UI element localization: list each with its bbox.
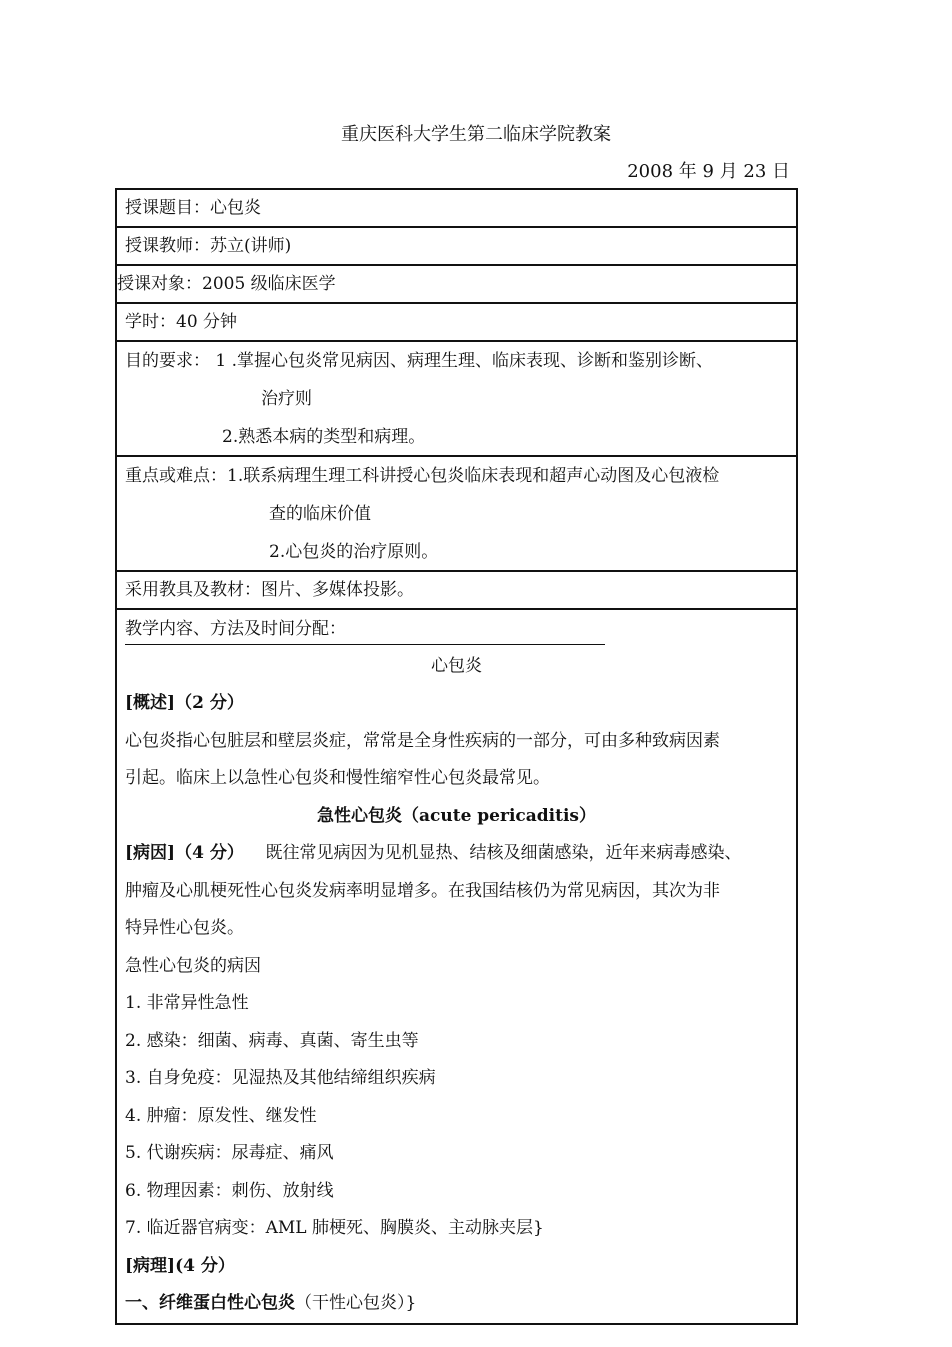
cause-heading: [病因]（4 分） [125,843,244,863]
objectives-row [117,342,796,457]
key-points-line-2: 查的临床价值 [269,504,371,524]
audience-text: 授课对象：2005 级临床医学 [117,274,336,294]
overview-text-line-2: 引起。临床上以急性心包炎和慢性缩窄性心包炎最常见。 [125,768,550,788]
objectives-line-3: 2.熟悉本病的类型和病理。 [222,427,426,447]
acute-pericarditis-title: 急性心包炎（acute pericaditis） [316,805,597,826]
cause-list-item: 4. 肿瘤：原发性、继发性 [125,1105,317,1126]
cause-text-line-2: 肿瘤及心肌梗死性心包炎发病率明显增多。在我国结核仍为常见病因，其次为非 [125,880,720,901]
key-points-line-3: 2.心包炎的治疗原则。 [269,542,439,562]
cause-text-1: 既往常见病因为见机显热、结核及细菌感染，近年来病毒感染、 [265,843,742,863]
cause-line-1 [125,835,788,873]
audience-row [117,266,796,304]
cause-list-title: 急性心包炎的病因 [125,955,261,976]
cause-list-item: 2. 感染：细菌、病毒、真菌、寄生虫等 [125,1030,419,1051]
cause-list-item: 6. 物理因素：刺伤、放射线 [125,1180,334,1201]
document-title: 重庆医科大学生第二临床学院教案 [341,124,611,145]
cause-list-item: 5. 代谢疾病：尿毒症、痛风 [125,1143,334,1163]
fibrinous-pericarditis-line [125,1285,788,1323]
lesson-plan-table [115,188,798,1325]
document-date: 2008 年 9 月 23 日 [627,161,790,182]
content-header: 教学内容、方法及时间分配： [125,614,605,645]
overview-heading: [概述]（2 分） [125,693,244,713]
teaching-content [117,610,796,1323]
overview-text-line-1: 心包炎指心包脏层和壁层炎症，常常是全身性疾病的一部分，可由多种致病因素 [125,730,720,751]
key-points-line-1: 重点或难点：1.联系病理生理工科讲授心包炎临床表现和超声心动图及心包液检 [125,466,720,486]
cause-list-item: 7. 临近器官病变：AML 肺梗死、胸膜炎、主动脉夹层} [125,1218,544,1238]
teacher-row: 授课教师：苏立(讲师) [117,228,796,266]
fibrinous-note: （干性心包炎）} [295,1293,417,1313]
pathology-heading: [病理](4 分） [125,1255,235,1276]
fibrinous-heading: 一、纤维蛋白性心包炎 [125,1293,295,1313]
content-main-title: 心包炎 [431,655,482,676]
objectives-line-1: 目的要求： 1 .掌握心包炎常见病因、病理生理、临床表现、诊断和鉴别诊断、 [125,351,714,371]
content-header-line [125,610,788,648]
objectives-line-2: 治疗则 [261,389,312,409]
hours-row: 学时：40 分钟 [117,304,796,342]
materials-row: 采用教具及教材：图片、多媒体投影。 [117,572,796,610]
cause-text-line-3: 特异性心包炎。 [125,918,244,938]
cause-list-item: 3. 自身免疫：见湿热及其他结缔组织疾病 [125,1068,436,1088]
key-points-row [117,457,796,572]
topic-row: 授课题目：心包炎 [117,190,796,228]
cause-list-item: 1. 非常异性急性 [125,993,249,1013]
